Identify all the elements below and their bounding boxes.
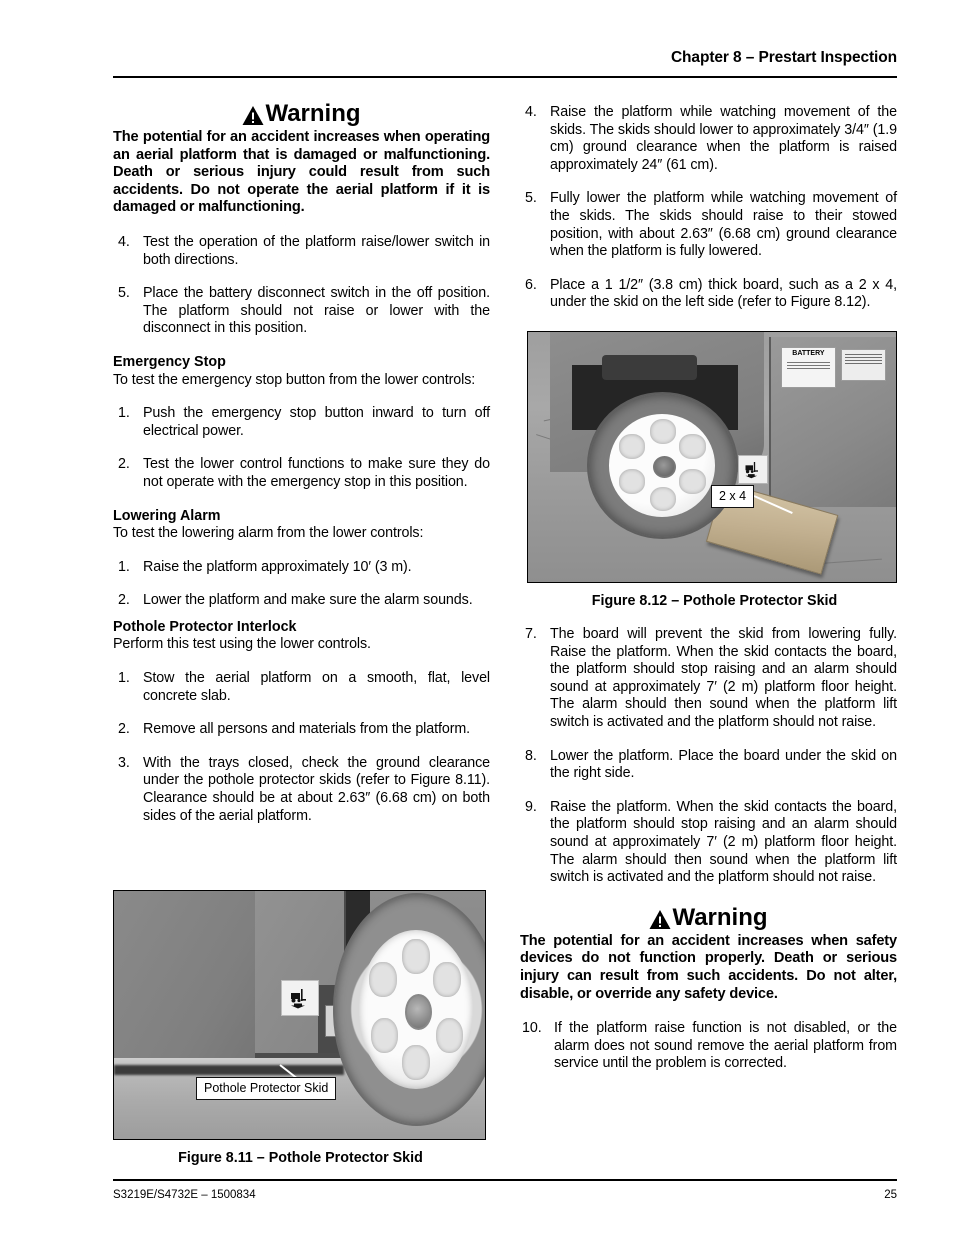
list-item	[113, 721, 490, 739]
battery-decal-title: BATTERY	[792, 350, 825, 358]
list-text: If the platform raise function is not disabled, or the alarm does not sound remove the aerial platform from service until the problem is corrected.	[554, 1020, 897, 1072]
right-column-bottom	[520, 626, 897, 1073]
document-id: S3219E/S4732E – 1500834	[113, 1189, 256, 1201]
list-text: With the trays closed, check the ground clearance under the pothole protector skids (refer to Figure 8.11). Clearance should be at about 2.63″ (6.68 cm) on both sides of the aerial platform.	[143, 754, 490, 824]
list-number: 2.	[118, 456, 130, 473]
list-number: 9.	[525, 798, 537, 815]
wheel	[587, 392, 738, 539]
emergency-stop-intro: To test the emergency stop button from the lower controls:	[113, 371, 476, 388]
warning-heading-2	[520, 904, 897, 931]
figure-8-12-image	[527, 331, 897, 583]
list-item	[113, 755, 490, 825]
page-header	[113, 48, 897, 67]
right-column-top	[520, 104, 897, 312]
list-text: Lower the platform and make sure the alarm sounds.	[143, 592, 473, 609]
emergency-stop-list	[113, 405, 490, 491]
lowering-alarm-list	[113, 559, 490, 610]
battery-decal	[781, 347, 836, 388]
warning-body-2: The potential for an accident increases when safety devices do not function properly. Death or serious injury can result from such accidents. Do not alter, disable, or override any safety device.	[520, 932, 897, 1002]
list-number: 2.	[118, 592, 130, 609]
list-item	[113, 285, 490, 338]
list-number: 5.	[525, 190, 537, 207]
lowering-alarm-intro: To test the lowering alarm from the lower controls:	[113, 525, 424, 542]
list-item	[520, 277, 897, 312]
warning-title-text-1: Warning	[265, 100, 361, 127]
header-divider	[113, 76, 897, 78]
list-item	[520, 104, 897, 174]
warning-triangle-icon	[649, 909, 671, 930]
list-number: 1.	[118, 405, 130, 422]
page-number: 25	[884, 1189, 897, 1201]
right-list-top	[520, 104, 897, 312]
list-number: 8.	[525, 747, 537, 764]
list-number: 2.	[118, 721, 130, 738]
list-number: 1.	[118, 558, 130, 575]
warning-title-text-2: Warning	[672, 903, 768, 931]
lowering-alarm-heading: Lowering Alarm	[113, 507, 221, 524]
list-item	[113, 405, 490, 440]
right-list-final	[520, 1020, 897, 1073]
right-list-bottom	[520, 626, 897, 887]
list-number: 1.	[118, 670, 130, 687]
page-footer	[113, 1188, 897, 1203]
list-number: 10.	[522, 1020, 542, 1037]
figure-8-11	[113, 890, 488, 1167]
list-item	[520, 190, 897, 260]
list-number: 4.	[525, 104, 537, 120]
list-item	[520, 748, 897, 783]
list-item	[520, 1020, 897, 1073]
footer-divider	[113, 1179, 897, 1181]
warning-body-1: The potential for an accident increases when operating an aerial platform that is damaged or malfunctioning. Death or serious injury could result from such accidents. Do not operate the aerial platform if it is damaged or malfunctioning.	[113, 129, 490, 216]
list-number: 7.	[525, 626, 537, 642]
list-number: 4.	[118, 233, 130, 250]
list-text: Fully lower the platform while watching movement of the skids. The skids should raise to their stowed position, with about 2.63″ (6.68 cm) ground clearance when the platform is fully lowered.	[550, 190, 897, 260]
warning-heading-1	[113, 100, 490, 127]
warning-triangle-icon	[242, 105, 264, 126]
list-item	[520, 626, 897, 732]
list-text: Lower the platform. Place the board under the skid on the right side.	[550, 747, 897, 782]
list-text: Test the operation of the platform raise/lower switch in both directions.	[143, 233, 490, 268]
list-text: The board will prevent the skid from lowering fully. Raise the platform. When the skid contacts the board, the platform should stop raising and an alarm should sound at approximately 7′ (2 m) platform floor height. The alarm should then sound when the platform lift switch is activated and the platform should not raise.	[550, 626, 897, 730]
list-number: 6.	[525, 276, 537, 293]
list-item	[113, 670, 490, 705]
list-text: Place a 1 1/2″ (3.8 cm) thick board, such as a 2 x 4, under the skid on the left side (refer to Figure 8.12).	[550, 276, 897, 311]
wheel	[333, 893, 486, 1125]
list-text: Push the emergency stop button inward to turn off electrical power.	[143, 405, 490, 439]
list-text: Remove all persons and materials from the platform.	[143, 721, 471, 738]
list-text: Stow the aerial platform on a smooth, flat, level concrete slab.	[143, 670, 490, 704]
figure-8-11-caption: Figure 8.11 – Pothole Protector Skid	[178, 1150, 423, 1166]
pothole-protector-decal-icon	[281, 980, 319, 1016]
list-item	[113, 456, 490, 491]
figure-8-12-callout: 2 x 4	[711, 485, 754, 508]
warning-decal	[841, 349, 886, 381]
pothole-interlock-intro: Perform this test using the lower controls.	[113, 636, 371, 653]
list-number: 5.	[118, 285, 130, 302]
list-text: Raise the platform while watching movement of the skids. The skids should lower to approximately 3/4″ (1.9 cm) ground clearance when the platform is raised approximately 24″ (61 cm).	[550, 104, 897, 173]
pothole-interlock-heading: Pothole Protector Interlock	[113, 618, 297, 635]
left-list-1	[113, 234, 490, 338]
list-item	[113, 592, 490, 610]
chapter-title: Chapter 8 – Prestart Inspection	[670, 49, 897, 66]
battery-cabinet	[769, 337, 896, 507]
pothole-protector-decal-icon	[738, 455, 768, 484]
figure-8-11-callout: Pothole Protector Skid	[196, 1077, 336, 1100]
pothole-interlock-list	[113, 670, 490, 825]
figure-8-12-caption: Figure 8.12 – Pothole Protector Skid	[591, 593, 838, 609]
emergency-stop-heading: Emergency Stop	[113, 353, 226, 370]
list-text: Raise the platform approximately 10′ (3 m).	[143, 558, 412, 575]
list-text: Test the lower control functions to make sure they do not operate with the emergency stop in this position.	[143, 456, 490, 490]
list-item	[113, 234, 490, 269]
list-text: Raise the platform. When the skid contacts the board, the platform should stop raising and an alarm should sound at approximately 7′ (2 m) platform floor height. The alarm should then sound when the platform lift switch is activated and the platform should not raise.	[550, 798, 897, 886]
list-item	[113, 559, 490, 577]
figure-8-11-image	[113, 890, 486, 1140]
list-text: Place the battery disconnect switch in the off position. The platform should not raise or lower with the disconnect in this position.	[143, 285, 490, 337]
list-item	[520, 799, 897, 887]
list-number: 3.	[118, 754, 130, 771]
figure-8-12	[527, 331, 902, 610]
left-column	[113, 100, 490, 825]
